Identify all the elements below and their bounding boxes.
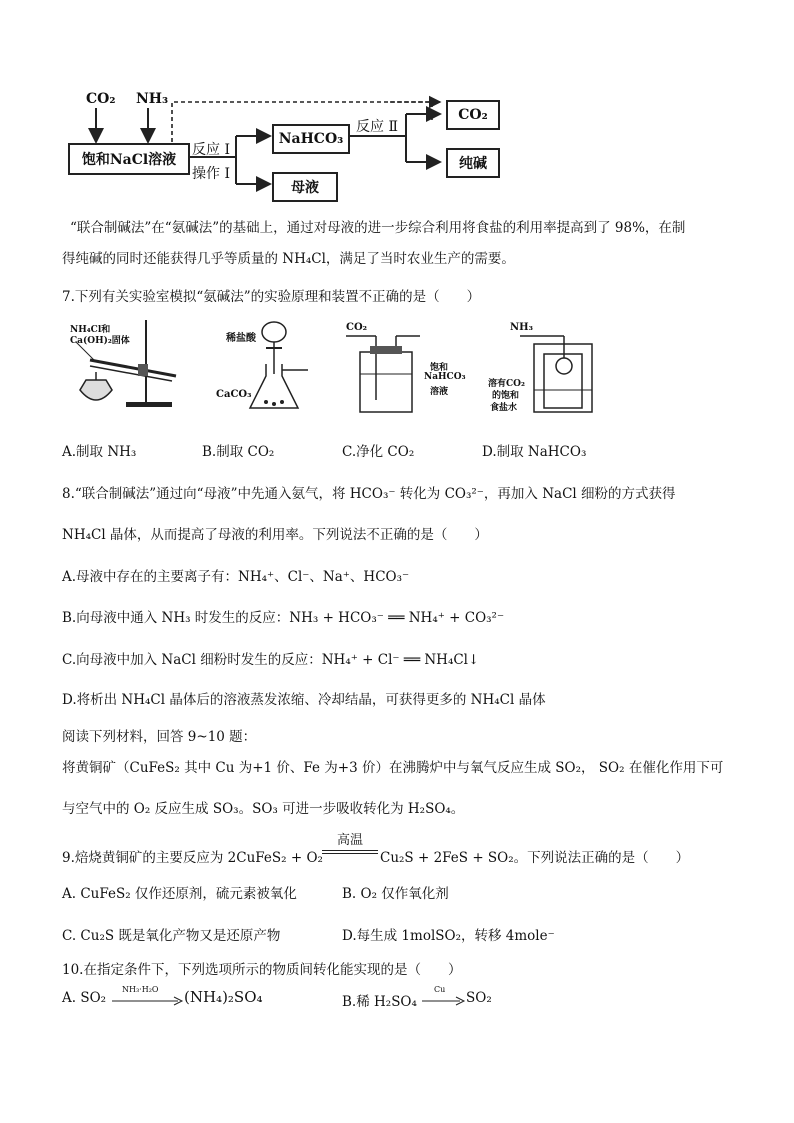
q8-stem-1: 8.“联合制碱法”通过向“母液”中先通入氨气，将 HCO₃⁻ 转化为 CO₃²⁻，再加入 NaCl 细粉的方式获得 <box>62 486 676 502</box>
figC-label-3: 溶液 <box>430 387 449 397</box>
q7-option-b: B.制取 CO₂ <box>202 444 275 460</box>
figD-label-2: 的饱和 <box>492 391 520 401</box>
q10-option-b-arrow <box>422 996 466 1006</box>
material-line-1: 将黄铜矿（CuFeS₂ 其中 Cu 为+1 价、Fe 为+3 价）在沸腾炉中与氧气反应生成 SO₂， SO₂ 在催化作用下可 <box>62 760 724 776</box>
figB-label-1: 稀盐酸 <box>226 333 256 344</box>
q9-option-b: B. O₂ 仅作氧化剂 <box>342 886 449 902</box>
q8-option-a: A.母液中存在的主要离子有：NH₄⁺、Cl⁻、Na⁺、HCO₃⁻ <box>62 569 410 585</box>
figB-apparatus <box>246 314 316 414</box>
q10-option-b-product: SO₂ <box>466 990 492 1006</box>
q9-option-d: D.每生成 1molSO₂，转移 4mole⁻ <box>342 928 555 944</box>
material-intro: 阅读下列材料，回答 9~10 题： <box>62 729 257 745</box>
figC-label-1: 饱和 <box>430 363 449 373</box>
q8-option-d: D.将析出 NH₄Cl 晶体后的溶液蒸发浓缩、冷却结晶，可获得更多的 NH₄Cl 晶体 <box>62 692 546 708</box>
intro-line-1: “联合制碱法”在“氨碱法”的基础上，通过对母液的进一步综合利用将食盐的利用率提高到了 98%，在制 <box>70 220 686 236</box>
q8-option-c: C.向母液中加入 NaCl 细粉时发生的反应：NH₄⁺ + Cl⁻ ══ NH₄Cl↓ <box>62 652 480 668</box>
figB-label-2: CaCO₃ <box>216 389 252 400</box>
q7-option-a: A.制取 NH₃ <box>62 444 137 460</box>
q10-option-b-condition: Cu <box>434 985 446 994</box>
figC-label-2: NaHCO₃ <box>424 372 466 382</box>
figC-apparatus <box>346 334 436 414</box>
nacl-solution-box: 饱和NaCl溶液 <box>68 143 190 175</box>
q7-stem: 7.下列有关实验室模拟“氨碱法”的实验原理和装置不正确的是（ ） <box>62 289 481 305</box>
q9-condition: 高温 <box>337 833 364 848</box>
reaction1-label: 反应 Ⅰ <box>192 142 230 158</box>
q9-stem-pre: 9.焙烧黄铜矿的主要反应为 2CuFeS₂ + O₂ <box>62 850 323 866</box>
co2-output-box: CO₂ <box>446 100 500 130</box>
mother-liquor-box: 母液 <box>272 172 338 202</box>
nahco3-box: NaHCO₃ <box>272 124 350 154</box>
material-line-2: 与空气中的 O₂ 反应生成 SO₃。SO₃ 可进一步吸收转化为 H₂SO₄。 <box>62 801 465 817</box>
q10-option-b-reactant: B.稀 H₂SO₄ <box>342 994 417 1010</box>
operation1-label: 操作 Ⅰ <box>192 166 230 182</box>
figC-gas-label: CO₂ <box>346 322 368 333</box>
co2-input-label: CO₂ <box>86 91 116 107</box>
q9-option-a: A. CuFeS₂ 仅作还原剂，硫元素被氧化 <box>62 886 297 902</box>
q10-stem: 10.在指定条件下，下列选项所示的物质间转化能实现的是（ ） <box>62 962 462 978</box>
figA-apparatus <box>66 318 186 410</box>
q9-option-c: C. Cu₂S 既是氧化产物又是还原产物 <box>62 928 281 944</box>
q10-option-a-condition: NH₃·H₂O <box>122 985 159 994</box>
figA-label-2: Ca(OH)₂固体 <box>70 336 130 346</box>
reaction2-label: 反应 Ⅱ <box>356 119 398 135</box>
q7-option-c: C.净化 CO₂ <box>342 444 415 460</box>
q9-stem-post: Cu₂S + 2FeS + SO₂。下列说法正确的是（ ） <box>380 850 690 866</box>
figA-label-1: NH₄Cl和 <box>70 325 111 335</box>
figD-label-1: 溶有CO₂ <box>488 379 525 389</box>
figD-label-3: 食盐水 <box>490 403 518 413</box>
nh3-input-label: NH₃ <box>136 91 169 107</box>
figD-apparatus <box>520 334 600 414</box>
intro-line-2: 得纯碱的同时还能获得几乎等质量的 NH₄Cl，满足了当时农业生产的需要。 <box>62 251 515 267</box>
q8-option-b: B.向母液中通入 NH₃ 时发生的反应：NH₃ + HCO₃⁻ ══ NH₄⁺ + CO₃²⁻ <box>62 610 505 626</box>
q10-option-a-reactant: A. SO₂ <box>62 990 107 1006</box>
q10-option-a-product: (NH₄)₂SO₄ <box>184 988 263 1006</box>
soda-box: 纯碱 <box>446 148 500 178</box>
q7-option-d: D.制取 NaHCO₃ <box>482 444 587 460</box>
q8-stem-2: NH₄Cl 晶体，从而提高了母液的利用率。下列说法不正确的是（ ） <box>62 527 488 543</box>
q9-equals-sign <box>322 850 378 854</box>
figD-gas-label: NH₃ <box>510 322 533 333</box>
q10-option-a-arrow <box>112 996 184 1006</box>
